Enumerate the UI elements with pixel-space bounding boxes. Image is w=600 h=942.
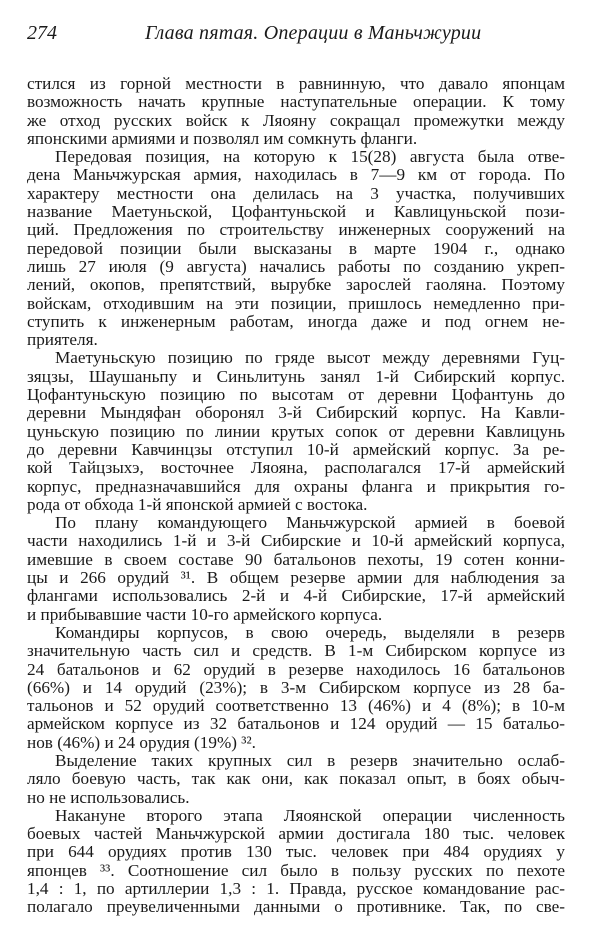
text-line: Цофантуньскую позицию по высотам от деревни Цофантунь до: [27, 385, 565, 405]
text-line: характеру местности она делилась на 3 участка, получивших: [27, 183, 565, 203]
text-line: корпус, предназначавшийся для охраны фланга и прикрытия го-: [27, 476, 565, 496]
text-line: боевых частей Маньчжурской армии достигала 180 тыс. человек: [27, 824, 565, 844]
paragraph: [27, 514, 565, 624]
text-line: армейском корпусе из 32 батальонов и 124 орудий — 15 батальо-: [27, 714, 565, 734]
paragraph: [27, 75, 565, 148]
text-line: до деревни Кавчинцзы отступил 10-й армейский корпус. За ре-: [27, 439, 565, 459]
text-line: Командиры корпусов, в свою очередь, выделяли в резерв: [55, 622, 565, 642]
text-line: цы и 266 орудий ³¹. В общем резерве армии для наблюдения за: [27, 568, 565, 588]
paragraph: [27, 752, 565, 807]
page-number: 274: [27, 22, 57, 44]
text-line: Накануне второго этапа Ляоянской операции численность: [55, 805, 565, 825]
paragraph: [27, 148, 565, 349]
chapter-title: Глава пятая. Операции в Маньчжурии: [145, 22, 482, 44]
text-line: ступить к инженерным работам, иногда даже и под огнем не-: [27, 311, 565, 331]
text-line: полагало преувеличенными данными о противнике. Так, по све-: [27, 897, 565, 917]
text-line: лишь 27 июля (9 августа) начались работы по созданию укреп-: [27, 256, 565, 276]
paragraph: [27, 807, 565, 917]
text-line: тальонов и 52 орудий соответственно 13 (46%) и 4 (8%); в 10-м: [27, 696, 565, 716]
text-line: 24 батальонов и 62 орудий в резерве находилось 16 батальонов: [27, 659, 565, 679]
paragraph: [27, 624, 565, 752]
text-line: имевшие в своем составе 90 батальонов пехоты, 19 сотен конни-: [27, 549, 565, 569]
text-line: дена Маньчжурская армия, находилась в 7—9 км от города. По: [27, 165, 565, 185]
text-line: части находились 1-й и 3-й Сибирские и 10-й армейский корпуса,: [27, 531, 565, 551]
text-line: же отход русских войск к Ляояну сокращал промежутки между: [27, 110, 565, 130]
text-line: нов (46%) и 24 орудия (19%) ³².: [27, 732, 256, 752]
text-line: Маетуньскую позицию по гряде высот между деревнями Гуц-: [55, 348, 565, 368]
text-line: кой Тайцзыхэ, восточнее Ляояна, располагался 17-й армейский: [27, 458, 565, 478]
text-line: войскам, отходившим на эти позиции, пришлось немедленно при-: [27, 293, 565, 313]
text-line: приятеля.: [27, 330, 98, 350]
text-line: ляло боевую часть, так как они, как показал опыт, в боях обыч-: [27, 769, 565, 789]
text-line: Передовая позиция, на которую к 15(28) августа была отве-: [55, 147, 565, 167]
running-header: [27, 22, 565, 48]
text-line: название Маетуньской, Цофантуньской и Кавлицуньской пози-: [27, 202, 565, 222]
text-line: стился из горной местности в равнинную, что давало японцам: [27, 74, 565, 93]
text-line: при 644 орудиях против 130 тыс. человек при 484 орудиях у: [27, 842, 565, 862]
text-line: но не использовались.: [27, 787, 190, 807]
page-body-text: [27, 75, 565, 917]
text-line: японцев ³³. Соотношение сил было в пользу русских по пехоте: [27, 860, 565, 880]
text-line: и прибывавшие части 10-го армейского корпуса.: [27, 604, 383, 624]
text-line: Выделение таких крупных сил в резерв значительно ослаб-: [55, 750, 565, 770]
text-line: зяцзы, Шаушаньпу и Синьлитунь занял 1-й Сибирский корпус.: [27, 366, 565, 386]
paragraph: [27, 349, 565, 514]
text-line: ций. Предложения по строительству инженерных сооружений на: [27, 220, 565, 240]
text-line: японскими армиями и позволял им сомкнуть фланги.: [27, 128, 418, 148]
text-line: цуньскую позицию по линии крутых сопок от деревни Кавлицунь: [27, 421, 565, 441]
text-line: лений, окопов, препятствий, вырубке зарослей гаоляна. Поэтому: [27, 275, 565, 295]
text-line: передовой позиции были высказаны в марте 1904 г., однако: [27, 238, 565, 258]
text-line: деревни Мындяфан оборонял 3-й Сибирский корпус. На Кавли-: [27, 403, 565, 423]
text-line: 1,4 : 1, по артиллерии 1,3 : 1. Правда, русское командование рас-: [27, 879, 565, 899]
text-line: возможность начать крупные наступательные операции. К тому: [27, 92, 565, 112]
text-line: (66%) и 14 орудий (23%); в 3-м Сибирском корпусе из 28 ба-: [27, 677, 565, 697]
text-line: значительную часть сил и средств. В 1-м Сибирском корпусе из: [27, 641, 565, 661]
text-line: флангами использовались 2-й и 4-й Сибирские, 17-й армейский: [27, 586, 565, 606]
text-line: рода от обхода 1-й японской армией с востока.: [27, 494, 368, 514]
text-line: По плану командующего Маньчжурской армией в боевой: [55, 513, 565, 533]
